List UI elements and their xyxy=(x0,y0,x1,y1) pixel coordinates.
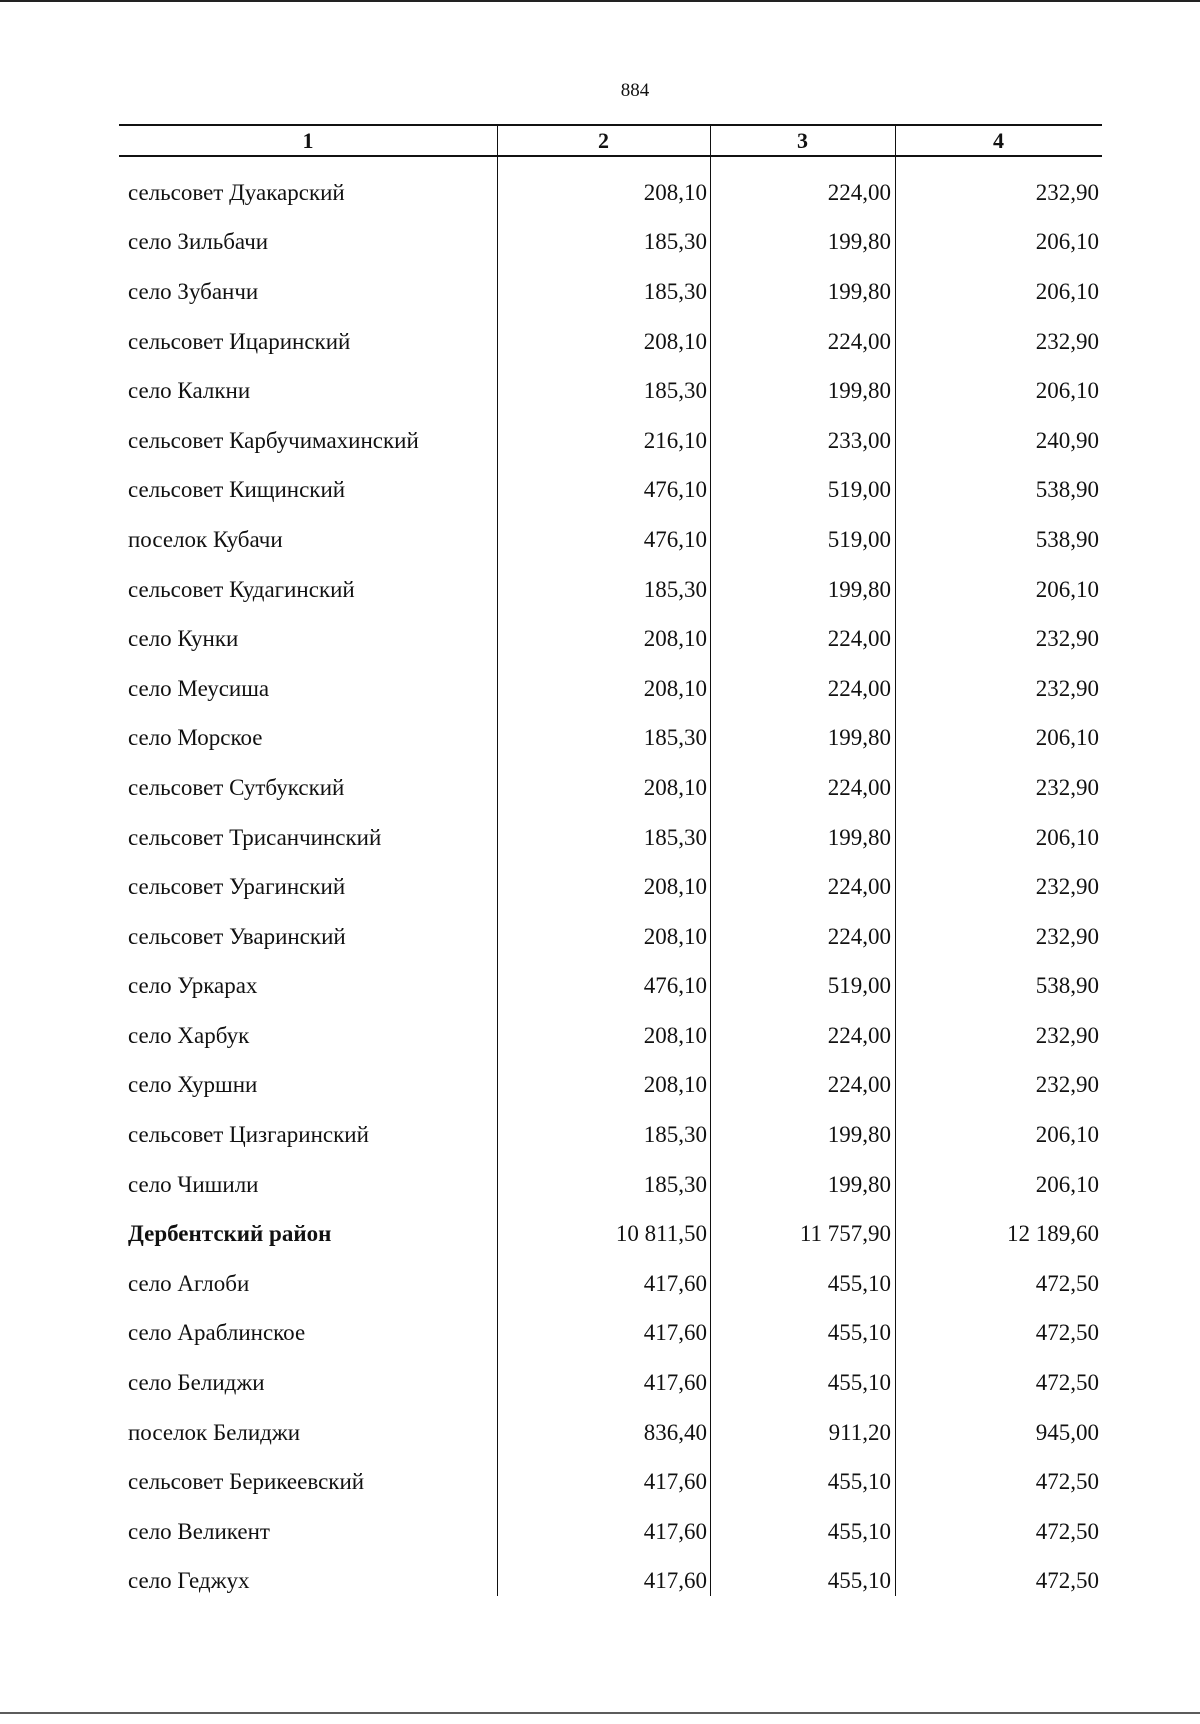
row-value-col3: 455,10 xyxy=(827,1469,891,1495)
row-value-col4: 232,90 xyxy=(1035,874,1099,900)
row-value-col4: 206,10 xyxy=(1035,229,1099,255)
row-value-col3: 199,80 xyxy=(827,824,891,850)
row-value-col4: 232,90 xyxy=(1035,1022,1099,1048)
row-value-col2: 208,10 xyxy=(643,626,707,652)
row-value-col4: 206,10 xyxy=(1035,725,1099,751)
row-name: сельсовет Цизгаринский xyxy=(128,1122,369,1148)
row-name: село Кунки xyxy=(128,626,239,652)
column-header-1: 1 xyxy=(302,128,314,153)
row-name: сельсовет Урагинский xyxy=(128,874,346,900)
row-value-col4: 206,10 xyxy=(1035,278,1099,304)
row-value-col4: 232,90 xyxy=(1035,774,1099,800)
row-value-col2: 185,30 xyxy=(643,378,707,404)
row-value-col3: 519,00 xyxy=(827,477,891,503)
row-value-col3: 224,00 xyxy=(827,328,891,354)
row-value-col2: 185,30 xyxy=(643,824,707,850)
row-name: село Араблинское xyxy=(128,1320,306,1346)
row-value-col4: 472,50 xyxy=(1035,1320,1099,1346)
row-value-col3: 224,00 xyxy=(827,179,891,205)
row-value-col4: 538,90 xyxy=(1035,477,1099,503)
row-value-col4: 206,10 xyxy=(1035,1171,1099,1197)
row-name: Дербентский район xyxy=(128,1221,332,1247)
row-name: сельсовет Берикеевский xyxy=(128,1469,365,1495)
row-value-col2: 417,60 xyxy=(643,1320,707,1346)
row-value-col2: 476,10 xyxy=(643,526,707,552)
header-bottom-rule xyxy=(119,155,1102,157)
table-row xyxy=(119,1557,1102,1607)
table-row xyxy=(119,218,1102,268)
row-name: сельсовет Трисанчинский xyxy=(128,824,382,850)
table-header xyxy=(119,126,1102,155)
row-value-col2: 417,60 xyxy=(643,1469,707,1495)
row-value-col2: 208,10 xyxy=(643,675,707,701)
data-table xyxy=(119,124,1102,1596)
table-row xyxy=(119,1110,1102,1160)
row-value-col3: 455,10 xyxy=(827,1320,891,1346)
row-value-col3: 224,00 xyxy=(827,626,891,652)
row-name: сельсовет Дуакарский xyxy=(128,179,345,205)
table-row xyxy=(119,1209,1102,1259)
row-value-col3: 199,80 xyxy=(827,229,891,255)
row-value-col3: 199,80 xyxy=(827,576,891,602)
row-value-col3: 455,10 xyxy=(827,1370,891,1396)
row-value-col2: 208,10 xyxy=(643,874,707,900)
row-value-col4: 232,90 xyxy=(1035,179,1099,205)
row-value-col2: 185,30 xyxy=(643,576,707,602)
row-name: поселок Кубачи xyxy=(128,526,283,552)
row-value-col2: 417,60 xyxy=(643,1568,707,1594)
row-name: село Чишили xyxy=(128,1171,259,1197)
table-row xyxy=(119,1457,1102,1507)
row-value-col3: 455,10 xyxy=(827,1568,891,1594)
row-value-col4: 232,90 xyxy=(1035,1072,1099,1098)
table-row xyxy=(119,1358,1102,1408)
scan-border-top xyxy=(0,0,1200,2)
row-value-col3: 224,00 xyxy=(827,1072,891,1098)
row-value-col2: 185,30 xyxy=(643,725,707,751)
table-row xyxy=(119,763,1102,813)
row-value-col4: 472,50 xyxy=(1035,1518,1099,1544)
row-value-col3: 11 757,90 xyxy=(799,1221,891,1247)
row-value-col4: 472,50 xyxy=(1035,1370,1099,1396)
row-value-col4: 538,90 xyxy=(1035,973,1099,999)
column-header-4: 4 xyxy=(993,128,1004,153)
row-value-col4: 945,00 xyxy=(1035,1419,1099,1445)
table-row xyxy=(119,1011,1102,1061)
row-value-col3: 519,00 xyxy=(827,526,891,552)
row-name: сельсовет Сутбукский xyxy=(128,774,345,800)
row-value-col2: 185,30 xyxy=(643,278,707,304)
row-name: село Белиджи xyxy=(128,1370,265,1396)
row-value-col3: 519,00 xyxy=(827,973,891,999)
table-row xyxy=(119,565,1102,615)
scan-border-bottom xyxy=(0,1712,1200,1714)
row-name: сельсовет Кудагинский xyxy=(128,576,355,602)
row-value-col4: 206,10 xyxy=(1035,824,1099,850)
row-value-col3: 911,20 xyxy=(828,1419,891,1445)
row-name: село Уркарах xyxy=(128,973,258,999)
table-row xyxy=(119,366,1102,416)
table-row xyxy=(119,1061,1102,1111)
row-value-col4: 472,50 xyxy=(1035,1270,1099,1296)
row-value-col3: 199,80 xyxy=(827,725,891,751)
row-name: село Калкни xyxy=(128,378,251,404)
table-row xyxy=(119,1160,1102,1210)
table-row xyxy=(119,862,1102,912)
row-value-col2: 216,10 xyxy=(643,427,707,453)
row-value-col4: 538,90 xyxy=(1035,526,1099,552)
row-value-col3: 455,10 xyxy=(827,1518,891,1544)
row-name: село Великент xyxy=(128,1518,270,1544)
table-row xyxy=(119,267,1102,317)
row-value-col2: 208,10 xyxy=(643,774,707,800)
table-row xyxy=(119,168,1102,218)
row-value-col3: 199,80 xyxy=(827,278,891,304)
row-value-col3: 199,80 xyxy=(827,1171,891,1197)
row-value-col2: 476,10 xyxy=(643,477,707,503)
row-value-col4: 232,90 xyxy=(1035,923,1099,949)
row-value-col3: 224,00 xyxy=(827,923,891,949)
column-header-2: 2 xyxy=(598,128,609,153)
table-row xyxy=(119,714,1102,764)
row-value-col4: 206,10 xyxy=(1035,1122,1099,1148)
row-value-col2: 208,10 xyxy=(643,328,707,354)
table-body xyxy=(119,168,1102,1606)
row-value-col2: 185,30 xyxy=(643,1171,707,1197)
table-row xyxy=(119,515,1102,565)
row-value-col4: 232,90 xyxy=(1035,675,1099,701)
table-row xyxy=(119,466,1102,516)
table-row xyxy=(119,317,1102,367)
table-row xyxy=(119,664,1102,714)
row-name: село Геджух xyxy=(128,1568,250,1594)
row-name: сельсовет Кищинский xyxy=(128,477,346,503)
row-name: село Меусиша xyxy=(128,675,270,701)
row-value-col4: 206,10 xyxy=(1035,576,1099,602)
row-name: село Зильбачи xyxy=(128,229,269,255)
row-value-col3: 224,00 xyxy=(827,1022,891,1048)
row-value-col4: 206,10 xyxy=(1035,378,1099,404)
row-name: сельсовет Ицаринский xyxy=(128,328,351,354)
table-row xyxy=(119,614,1102,664)
page-number: 884 xyxy=(620,80,650,101)
column-header-3: 3 xyxy=(797,128,808,153)
table-row xyxy=(119,813,1102,863)
row-value-col2: 836,40 xyxy=(643,1419,707,1445)
table-row xyxy=(119,962,1102,1012)
table-row xyxy=(119,912,1102,962)
row-value-col3: 199,80 xyxy=(827,1122,891,1148)
row-value-col3: 233,00 xyxy=(827,427,891,453)
row-value-col2: 185,30 xyxy=(643,1122,707,1148)
row-name: село Харбук xyxy=(128,1022,250,1048)
row-value-col2: 476,10 xyxy=(643,973,707,999)
row-value-col2: 417,60 xyxy=(643,1270,707,1296)
row-name: село Аглоби xyxy=(128,1270,250,1296)
table-row xyxy=(119,416,1102,466)
row-name: поселок Белиджи xyxy=(128,1419,301,1445)
row-value-col3: 224,00 xyxy=(827,874,891,900)
row-value-col4: 12 189,60 xyxy=(1007,1221,1099,1247)
row-value-col2: 208,10 xyxy=(643,1072,707,1098)
row-value-col2: 208,10 xyxy=(643,179,707,205)
row-value-col2: 185,30 xyxy=(643,229,707,255)
row-value-col4: 232,90 xyxy=(1035,328,1099,354)
row-value-col4: 232,90 xyxy=(1035,626,1099,652)
row-name: село Морское xyxy=(128,725,263,751)
row-name: сельсовет Карбучимахинский xyxy=(128,427,419,453)
row-value-col2: 417,60 xyxy=(643,1370,707,1396)
row-name: сельсовет Уваринский xyxy=(128,923,346,949)
row-value-col3: 224,00 xyxy=(827,675,891,701)
row-value-col2: 417,60 xyxy=(643,1518,707,1544)
table-row xyxy=(119,1309,1102,1359)
row-value-col2: 10 811,50 xyxy=(615,1221,707,1247)
row-value-col4: 240,90 xyxy=(1035,427,1099,453)
row-value-col3: 455,10 xyxy=(827,1270,891,1296)
row-value-col3: 224,00 xyxy=(827,774,891,800)
table-row xyxy=(119,1259,1102,1309)
row-value-col4: 472,50 xyxy=(1035,1568,1099,1594)
row-value-col3: 199,80 xyxy=(827,378,891,404)
row-value-col2: 208,10 xyxy=(643,923,707,949)
row-value-col4: 472,50 xyxy=(1035,1469,1099,1495)
table-row xyxy=(119,1507,1102,1557)
table-row xyxy=(119,1408,1102,1458)
row-value-col2: 208,10 xyxy=(643,1022,707,1048)
row-name: село Зубанчи xyxy=(128,278,259,304)
row-name: село Хуршни xyxy=(128,1072,258,1098)
